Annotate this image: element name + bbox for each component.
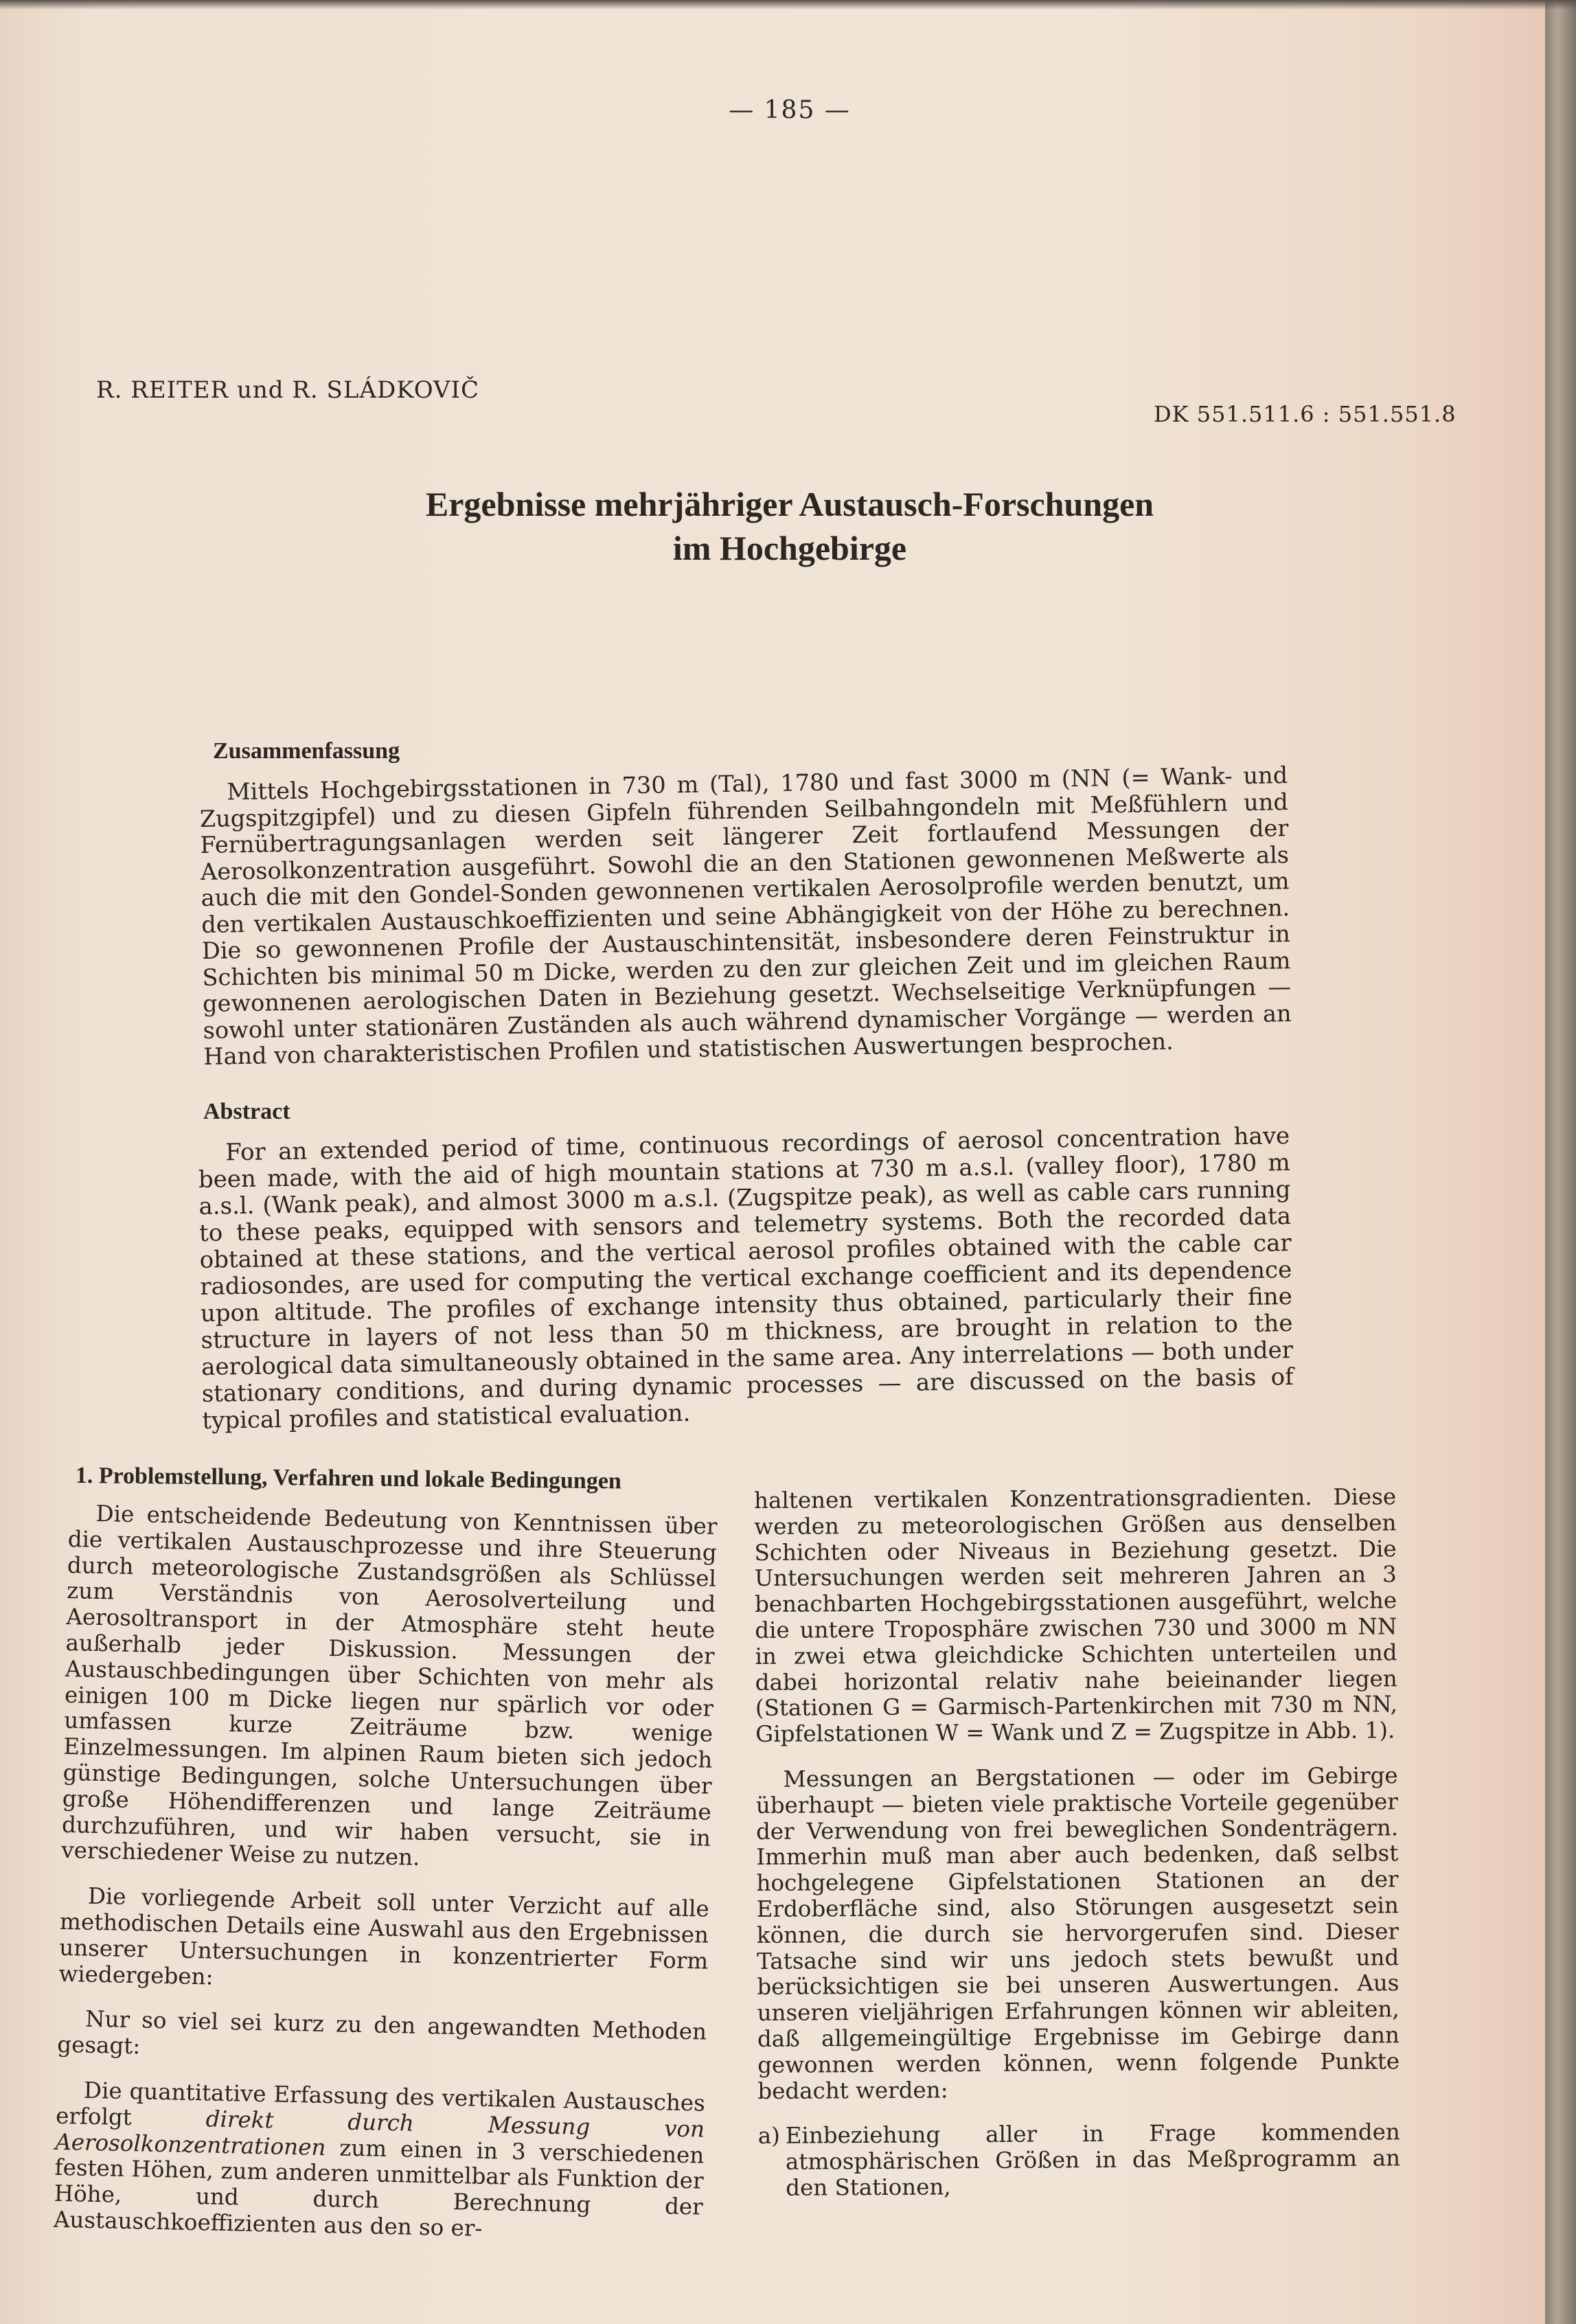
abstract-paragraph: For an extended period of time, continuous recordings of aerosol concentration have been made, with the aid of high mountain stations at 730 m a.s.l. (valley floor), 1780 m a.s.l. (Wank peak), and almost 3000 m a.s.l. (Zugspitze peak), as well as cable cars running to these peaks, equipped with sensors and telemetry systems. Both the recorded data obtained at these stations, and the vertical aerosol profiles obtained with the cable car radiosondes, are used for computing the vertical exchange coefficient and its dependence upon altitude. The profiles of exchange intensity thus obtained, particularly their fine structure in layers of not less than 50 m thickness, are brought in relation to the aerological data simultaneously obtained in the same area. Any interrelations — both under stationary conditions, and during dynamic processes — are discussed on the basis of typical profiles and statistical evaluation.	[198, 1122, 1294, 1435]
zusammenfassung-text	[199, 762, 1292, 1070]
book-spine-edge	[1545, 0, 1576, 2324]
authors: R. REITER und R. SLÁDKOVIČ	[96, 376, 479, 404]
paper-title	[206, 482, 1373, 570]
paragraph: Die entscheidende Bedeutung von Kenntnissen über die vertikalen Austauschprozesse und ihre Steuerung durch meteorologische Zustandsgrößen als Schlüssel zum Verständnis von Aerosolverteilung und Aerosoltransport in der Atmosphäre steht heute außerhalb jeder Diskussion. Messungen der Austauschbedingungen über Schichten von mehr als einigen 100 m Dicke liegen nur spärlich vor oder umfassen kurze Zeiträume bzw. wenige Einzelmessungen. Im alpinen Raum bieten sich jedoch günstige Bedingungen, solche Untersuchungen über große Höhendifferenzen und lange Zeiträume durchzuführen, und wir haben versucht, sie in verschiedener Weise zu nutzen.	[60, 1500, 718, 1871]
paragraph: haltenen vertikalen Konzentrationsgradienten. Diese werden zu meteorologischen Größen aus denselben Schichten oder Niveaus in Beziehung gesetzt. Die Untersuchungen werden seit mehreren Jahren an 3 benachbarten Hochgebirgsstationen ausgeführt, welche die untere Troposphäre zwischen 730 und 3000 m NN in zwei etwa gleichdicke Schichten unterteilen und dabei horizontal relativ nahe beieinander liegen (Stationen G = Garmisch-Partenkirchen mit 730 m NN, Gipfelstationen W = Wank und Z = Zugspitze in Abb. 1).	[753, 1483, 1398, 1748]
zusammenfassung-paragraph: Mittels Hochgebirgsstationen in 730 m (Tal), 1780 und fast 3000 m (NN (= Wank- und Zugspitzgipfel) und zu diesen Gipfeln führenden Seilbahngondeln mit Meßfühlern und Fernübertragungsanlagen werden seit längerer Zeit fortlaufend Messungen der Aerosolkonzentration ausgeführt. Sowohl die an den Stationen gewonnenen Meßwerte als auch die mit den Gondel-Sonden gewonnenen vertikalen Aerosolprofile werden benutzt, um den vertikalen Austauschkoeffizienten und seine Abhängigkeit von der Höhe zu berechnen. Die so gewonnenen Profile der Austauschintensität, insbesondere deren Feinstruktur in Schichten bis minimal 50 m Dicke, werden zu den zur gleichen Zeit und im gleichen Raum gewonnenen aerologischen Daten in Beziehung gesetzt. Wechselseitige Verknüpfungen — sowohl unter stationären Zuständen als auch während dynamischer Vorgänge — werden an Hand von charakteristischen Profilen und statistischen Auswertungen besprochen.	[199, 762, 1292, 1070]
dk-classification: DK 551.511.6 : 551.551.8	[1154, 401, 1457, 427]
abstract-heading: Abstract	[203, 1099, 290, 1124]
italic-phrase: direkt durch Messung von Aerosolkonzentrationen	[55, 2106, 705, 2161]
left-column	[53, 1501, 718, 2266]
paragraph: Messungen an Bergstationen — oder im Gebirge überhaupt — bieten viele praktische Vorteile gegenüber der Verwendung von frei beweglichen Sondenträgern. Immerhin muß man aber auch bedenken, daß selbst hochgelegene Gipfelstationen Stationen an der Erdoberfläche sind, also Störungen ausgesetzt sein können, die durch sie hervorgerufen sind. Dieser Tatsache sind wir uns jedoch stets bewußt und berücksichtigen sie bei unseren Auswertungen. Aus unseren vieljährigen Erfahrungen können wir ableiten, daß allgemeingültige Ergebnisse im Gebirge dann gewonnen werden können, wenn folgende Punkte bedacht werden:	[755, 1762, 1400, 2104]
scan-shadow	[0, 0, 1576, 10]
text-run: Die quantitative Erfassung des vertikalen Austausches erfolgt	[55, 2077, 706, 2132]
paragraph: Nur so viel sei kurz zu den angewandten Methoden gesagt:	[57, 2006, 707, 2060]
section-1-heading: 1. Problemstellung, Verfahren und lokale Bedingungen	[75, 1463, 622, 1494]
title-line-2: im Hochgebirge	[672, 529, 907, 567]
page-number: — 185 —	[729, 96, 851, 124]
list-marker: a)	[757, 2123, 780, 2150]
list-text: Einbeziehung aller in Frage kommenden atmosphärischen Größen in das Meßprogramm an den Stationen,	[785, 2119, 1401, 2201]
text-run: zum einen in 3 verschiedenen festen Höhen, zum anderen unmittelbar als Funktion der Höhe, und durch Berechnung der Austauschkoeffizienten aus den so er-	[53, 2134, 705, 2242]
paragraph: Die vorliegende Arbeit soll unter Verzicht auf alle methodischen Details eine Auswahl aus den Ergebnissen unserer Untersuchungen in konzentrierter Form wiedergeben:	[58, 1882, 710, 1990]
abstract-text	[198, 1123, 1294, 1435]
title-line-1: Ergebnisse mehrjähriger Austausch-Forschungen	[425, 485, 1154, 523]
right-column	[754, 1484, 1400, 2201]
zusammenfassung-heading: Zusammenfassung	[213, 738, 400, 764]
paragraph	[54, 2077, 706, 2247]
list-item	[758, 2120, 1401, 2202]
